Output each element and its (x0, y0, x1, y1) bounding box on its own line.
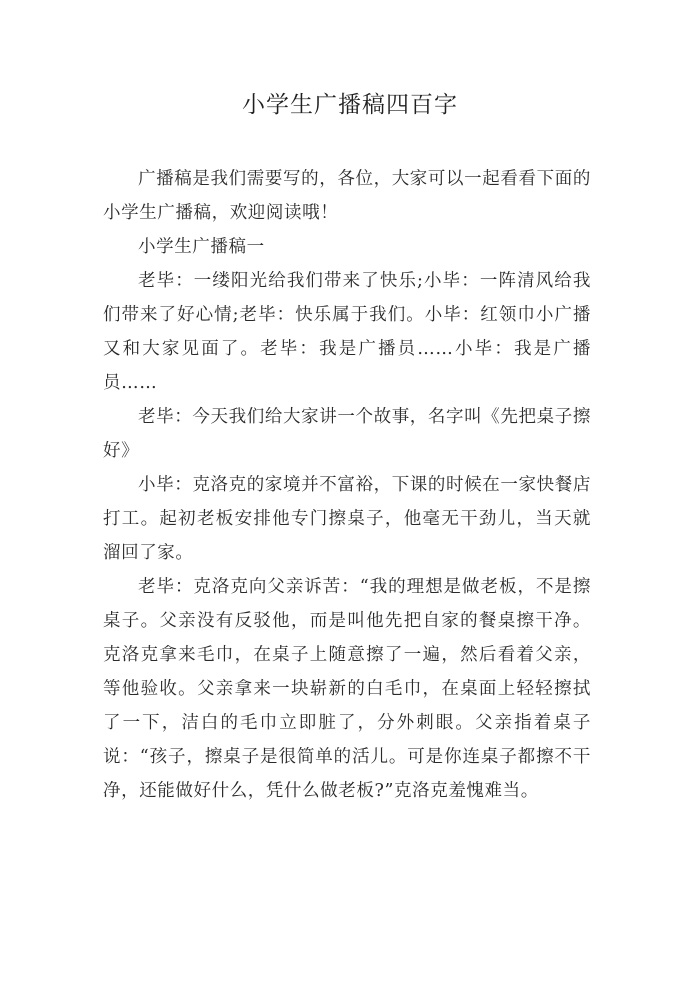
document-body (103, 162, 591, 808)
paragraph-intro: 广播稿是我们需要写的，各位，大家可以一起看看下面的小学生广播稿，欢迎阅读哦！ (103, 169, 591, 223)
paragraph: 老毕：今天我们给大家讲一个故事，名字叫《先把桌子擦好》 (103, 407, 591, 461)
paragraph: 老毕：一缕阳光给我们带来了快乐;小毕：一阵清风给我们带来了好心情;老毕：快乐属于我们。小毕：红领巾小广播又和大家见面了。老毕：我是广播员……小毕：我是广播员…… (103, 271, 591, 393)
document-title: 小学生广播稿四百字 (242, 92, 458, 118)
paragraph-heading: 小学生广播稿一 (138, 237, 265, 257)
paragraph: 老毕：克洛克向父亲诉苦：“我的理想是做老板，不是擦桌子。父亲没有反驳他，而是叫他先把自家的餐桌擦干净。克洛克拿来毛巾，在桌子上随意擦了一遍，然后看着父亲，等他验收。父亲拿来一块崭新的白毛巾，在桌面上轻轻擦拭了一下，洁白的毛巾立即脏了，分外刺眼。父亲指着桌子说：“孩子，擦桌子是很简单的活儿。可是你连桌子都擦不干净，还能做好什么，凭什么做老板?”克洛克羞愧难当。 (103, 577, 591, 801)
paragraph: 小毕：克洛克的家境并不富裕，下课的时候在一家快餐店打工。起初老板安排他专门擦桌子，他毫无干劲儿，当天就溜回了家。 (103, 475, 591, 563)
